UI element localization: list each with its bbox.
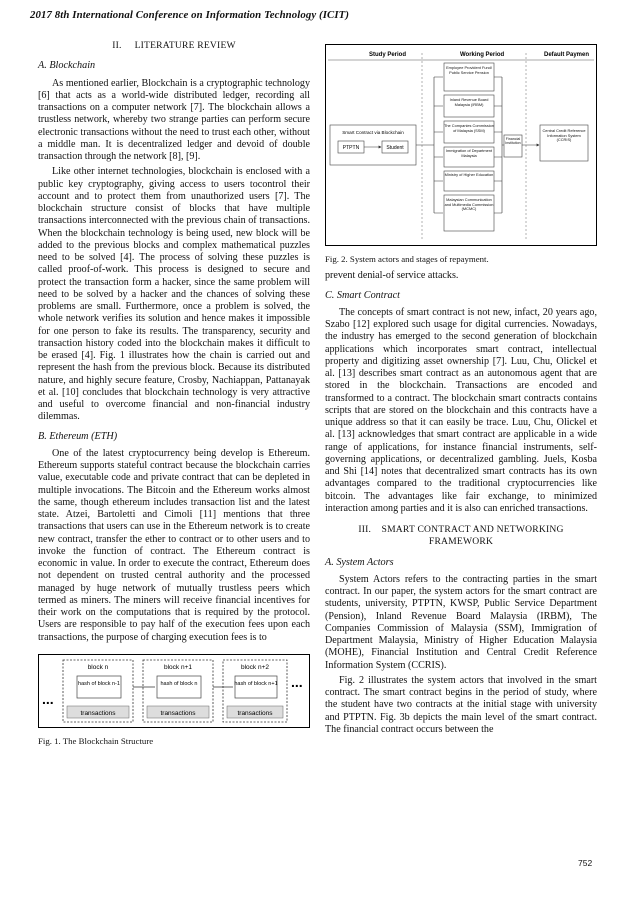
section-title-literature-review: II. LITERATURE REVIEW [112,40,236,51]
block-n [63,660,133,722]
system-actors-diagram [326,45,596,245]
subsection-smart-contract: C. Smart Contract [325,289,400,301]
phase-default-payment: Default Paymen [544,52,590,58]
paragraph: The concepts of smart contract is not new, infact, 20 years ago, Szabo [12] explored such usage for digital currencies. Nowadays, the industry has emerged to the second generation of blockchain applications which incorporates smart contract, intellectual property and digitizing asset ownership [7]. Luu, Chu, Olickel et al. [13] describes smart contract as an autonomous agent that are stored in the blockchain. Transactions are encoded and transformed to a contract. The blockchain smart contracts contains scripts that are stored on the blockchain and this contracts have a unique address so that it can easily be trace. Luu, Chu, Olickel et al. [13] acknowledges that smart contract are applicable in a wide range of applications, for instance financial instruments, self-governing applications, or decentralized gambling. Juels, Kosba and Shi [14] notes that decentralized smart contracts has its own advantages compared to the traditional cryptocurrencies like bitcoin. The advantages like fair exchange, to minimized interaction among parties and it is also can enriched transactions. [325,306,597,514]
paragraph: System Actors refers to the contracting parties in the smart contract. In our paper, the system actors for the smart contract are students, university, PTPTN, KWSP, Public Service Department (Pension), Inland Revenue Board Malaysia (IRBM), The Companies Commission of Malaysia (SSM), Immigration of Department Malaysia, Ministry of Higher Education Malaysia (MOHE), Financial Institution and Central Credit Reference Information System (CCRIS). [325,573,597,671]
figure-system-actors [325,44,597,246]
transactions-label: transactions [80,709,116,717]
paragraph: Fig. 2 illustrates the system actors that involved in the smart contract. The smart contract begins in the period of study, where the student have two contracts at the initial stage with university and PTPTN. Fig. 3b depicts the main level of the smart contract. The financial contract occurs between the [325,674,597,735]
subsection-ethereum: B. Ethereum (ETH) [38,430,118,442]
ptptn-label: PTPTN [342,145,360,151]
paragraph: One of the latest cryptocurrency being develop is Ethereum. Ethereum supports stateful contract because the blockchain carries value, executable code and private contract that can be depleted in multiple invocations. The Bitcoin and the Ethereum works almost the same, though ethereum includes transaction list and the latest state. Atzei, Bartoletti and Cimoli [11] mentions that three transactions that users can use in the Ethereum network is to create new contract, transfer the ether to contract or to other users and to invoke the function of contract. The Ethereum contract is economic in value. In order to execute the contract, Ethereum does not dependent on trusted central authority and the processed managed by huge network of mutually trustless peers which termed as miners. The miners will receive financial incentives for their work on the computations that is required by the protocol. Users are responsible to pay half of the execution fees upon each transactions, the purpose of charging execution fees is to [38,447,310,643]
subsection-system-actors: A. System Actors [325,556,394,568]
subsection-blockchain: A. Blockchain [38,60,96,72]
block-label: block n+2 [240,663,270,671]
block-label: block n+1 [163,663,193,671]
phase-working-period: Working Period [460,52,505,58]
paragraph: Like other internet technologies, blockchain is enclosed with a public key cryptography, giving access to users tocontrol their account and to protect them from unauthorized users [7]. The blockchain structure consist of blocks that have multiple transactions interconnected with the previous chain of transactions. When the blockchain technology is being used, new block will be added to the previous blocks and complex mathematical puzzles need to be solved [4]. The process of solving these puzzles is called proof-of-work. This process is designed to secure and protect the transaction form a hacker, since the same problem will need to be solved by a hacker and the chances of solving these problems are small. Furthermore, once a problem is solved, the whole network verifies its solution and hence makes it impossible for one person to fake its results. The transparency, security and transaction history coded into the blockchain makes it difficult to be erased [4]. Fig. 1 illustrates how the chain is carried out and represent the hash from the previous block. Because its distributed nature, and highly secure feature, Crosby, Nachiappan, Pattanayak et al. [10] concludes that blockchain technology is very attractive and useful to overcome financial and non-financial industry dilemmas. [38,166,310,423]
actor-epf: Employee Provident Fund/ Public Service Pension [446,65,492,75]
ccris-label: Central Credit Reference Information System (CCRIS) [542,129,586,143]
transactions-label: transactions [237,709,273,717]
left-column [38,40,310,752]
student-label: Student [386,145,404,151]
hash-label: hash of block n+1 [234,680,278,687]
page-number: 752 [578,858,593,868]
phase-study-period: Study Period [369,52,407,58]
actor-irbm: Inland Revenue Board Malaysia (IRBM) [449,97,489,107]
paragraph: prevent denial-of service attacks. [325,270,459,282]
figure-2-caption: Fig. 2. System actors and stages of repayment. [325,254,489,264]
smart-contract-label: Smart Contract via Blockchain [342,130,404,135]
figure-blockchain-structure [38,654,310,728]
block-label: block n [87,663,109,671]
section-title-framework: III. SMART CONTRACT AND NETWORKING FRAMEWORK [358,524,564,548]
block-n-plus-2 [223,660,287,722]
transactions-label: transactions [160,709,196,717]
actor-ssm: The Companies Commission of Malaysia (SSM) [444,123,494,133]
actor-immigration: Immigration of Department Malaysia [445,148,493,158]
right-column [325,44,597,736]
actor-mohe: Ministry of Higher Education [444,172,494,177]
financial-institution-label: Financial Institution [505,137,521,146]
block-n-plus-1 [143,660,213,722]
ellipsis-right: ... [291,673,303,690]
hash-label: hash of block n-1 [78,680,120,687]
ellipsis-left: ... [42,690,54,707]
blockchain-diagram [39,655,309,727]
figure-1-caption: Fig. 1. The Blockchain Structure [38,735,154,746]
conference-header: 2017 8th International Conference on Information Technology (ICIT) [30,9,350,21]
paragraph: As mentioned earlier, Blockchain is a cryptographic technology [6] that acts as a world-wide distributed ledger, recording all transactions on a computer network [7]. The blockchain allows a trustless network, whereby two strange parties can perform secure electronic transactions without the need to trust each other, without a middle man. It is decentralized ledger and devoid of double transaction through the network [8], [9]. [38,77,310,162]
actor-mcmc: Malaysian Communication and Multimedia Commission (MCMC) [444,197,494,212]
hash-label: hash of block n [160,680,198,687]
